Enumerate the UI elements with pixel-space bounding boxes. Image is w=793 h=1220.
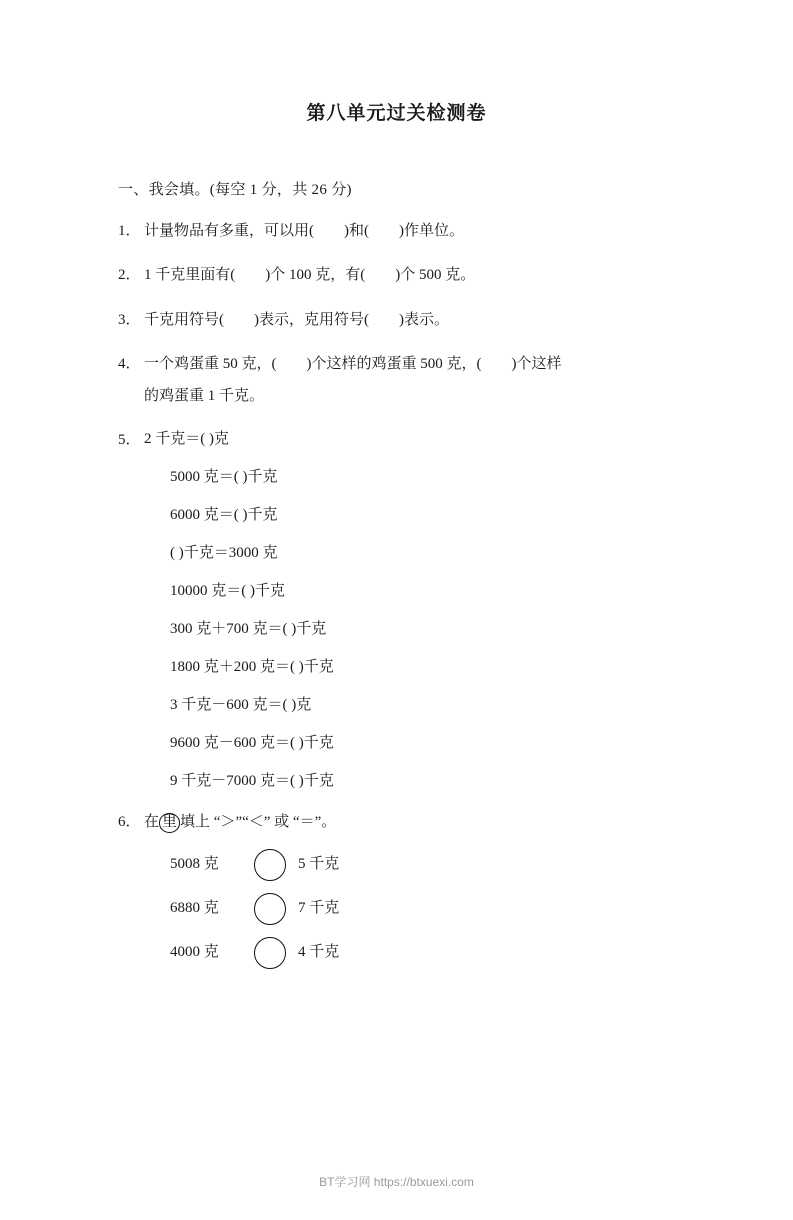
- comparison-row: [144, 937, 707, 969]
- comparison-row: [144, 849, 707, 881]
- question-1: [118, 220, 707, 243]
- question-number: 5．: [118, 432, 141, 449]
- question-6: [118, 811, 707, 980]
- question-number: 3．: [118, 311, 141, 328]
- comparison-right: 4 千克: [298, 943, 340, 960]
- question-5-items: [144, 429, 707, 792]
- fill-blank-item: ( )千克＝3000 克: [170, 545, 278, 562]
- fill-blank-item: 10000 克＝( )千克: [170, 583, 285, 600]
- fill-blank-item: 5000 克＝( )千克: [170, 469, 278, 486]
- footer-watermark: BT学习网 https://btxuexi.com: [319, 1175, 474, 1189]
- comparison-left: 6880 克: [170, 899, 219, 916]
- exam-body: [0, 183, 793, 981]
- question-text: [144, 309, 707, 332]
- question-line: 一个鸡蛋重 50 克，( )个这样的鸡蛋重 500 克，( )个这样: [144, 355, 562, 372]
- question-text: [144, 353, 707, 409]
- comparison-row: [144, 893, 707, 925]
- question-4: [118, 353, 707, 409]
- comparison-right: 7 千克: [298, 899, 340, 916]
- page-title: 第八单元过关检测卷: [306, 103, 487, 124]
- comparison-right: 5 千克: [298, 855, 340, 872]
- fill-blank-item: 9600 克－600 克＝( )千克: [170, 735, 334, 752]
- question-line: 计量物品有多重，可以用( )和( )作单位。: [144, 223, 464, 239]
- question-5: [118, 429, 707, 792]
- question-number: 2．: [118, 267, 141, 284]
- question-6-body: [144, 811, 707, 980]
- fill-blank-item: 300 克＋700 克＝( )千克: [170, 621, 327, 638]
- question-number: 1．: [118, 223, 141, 239]
- prompt-before: 在: [144, 814, 160, 831]
- circle-symbol: 里: [159, 813, 180, 832]
- comparison-left: 5008 克: [170, 855, 219, 872]
- section-heading: 一、我会填。(每空 1 分，共 26 分): [118, 182, 352, 198]
- fill-blank-item: 6000 克＝( )千克: [170, 507, 278, 524]
- answer-circle[interactable]: [254, 937, 286, 969]
- answer-circle[interactable]: [254, 849, 286, 881]
- answer-circle[interactable]: [254, 893, 286, 925]
- question-text: [144, 220, 707, 243]
- question-text: [144, 264, 707, 287]
- prompt-after: 填上 “＞”“＜” 或 “＝”。: [180, 814, 337, 831]
- question-2: [118, 264, 707, 287]
- fill-blank-item: 3 千克－600 克＝( )克: [170, 697, 312, 714]
- question-6-prompt: [144, 811, 707, 834]
- question-number: 4．: [118, 355, 141, 372]
- fill-blank-item: 2 千克＝( )克: [144, 431, 229, 448]
- fill-blank-item: 1800 克＋200 克＝( )千克: [170, 659, 334, 676]
- question-line: 1 千克里面有( )个 100 克，有( )个 500 克。: [144, 267, 476, 284]
- question-3: [118, 309, 707, 332]
- question-line: 千克用符号( )表示，克用符号( )表示。: [144, 311, 449, 328]
- fill-blank-item: 9 千克－7000 克＝( )千克: [170, 773, 334, 790]
- comparison-left: 4000 克: [170, 943, 219, 960]
- question-number: 6．: [118, 814, 141, 831]
- exam-page: [0, 98, 793, 1220]
- question-line-continued: 的鸡蛋重 1 千克。: [144, 388, 265, 404]
